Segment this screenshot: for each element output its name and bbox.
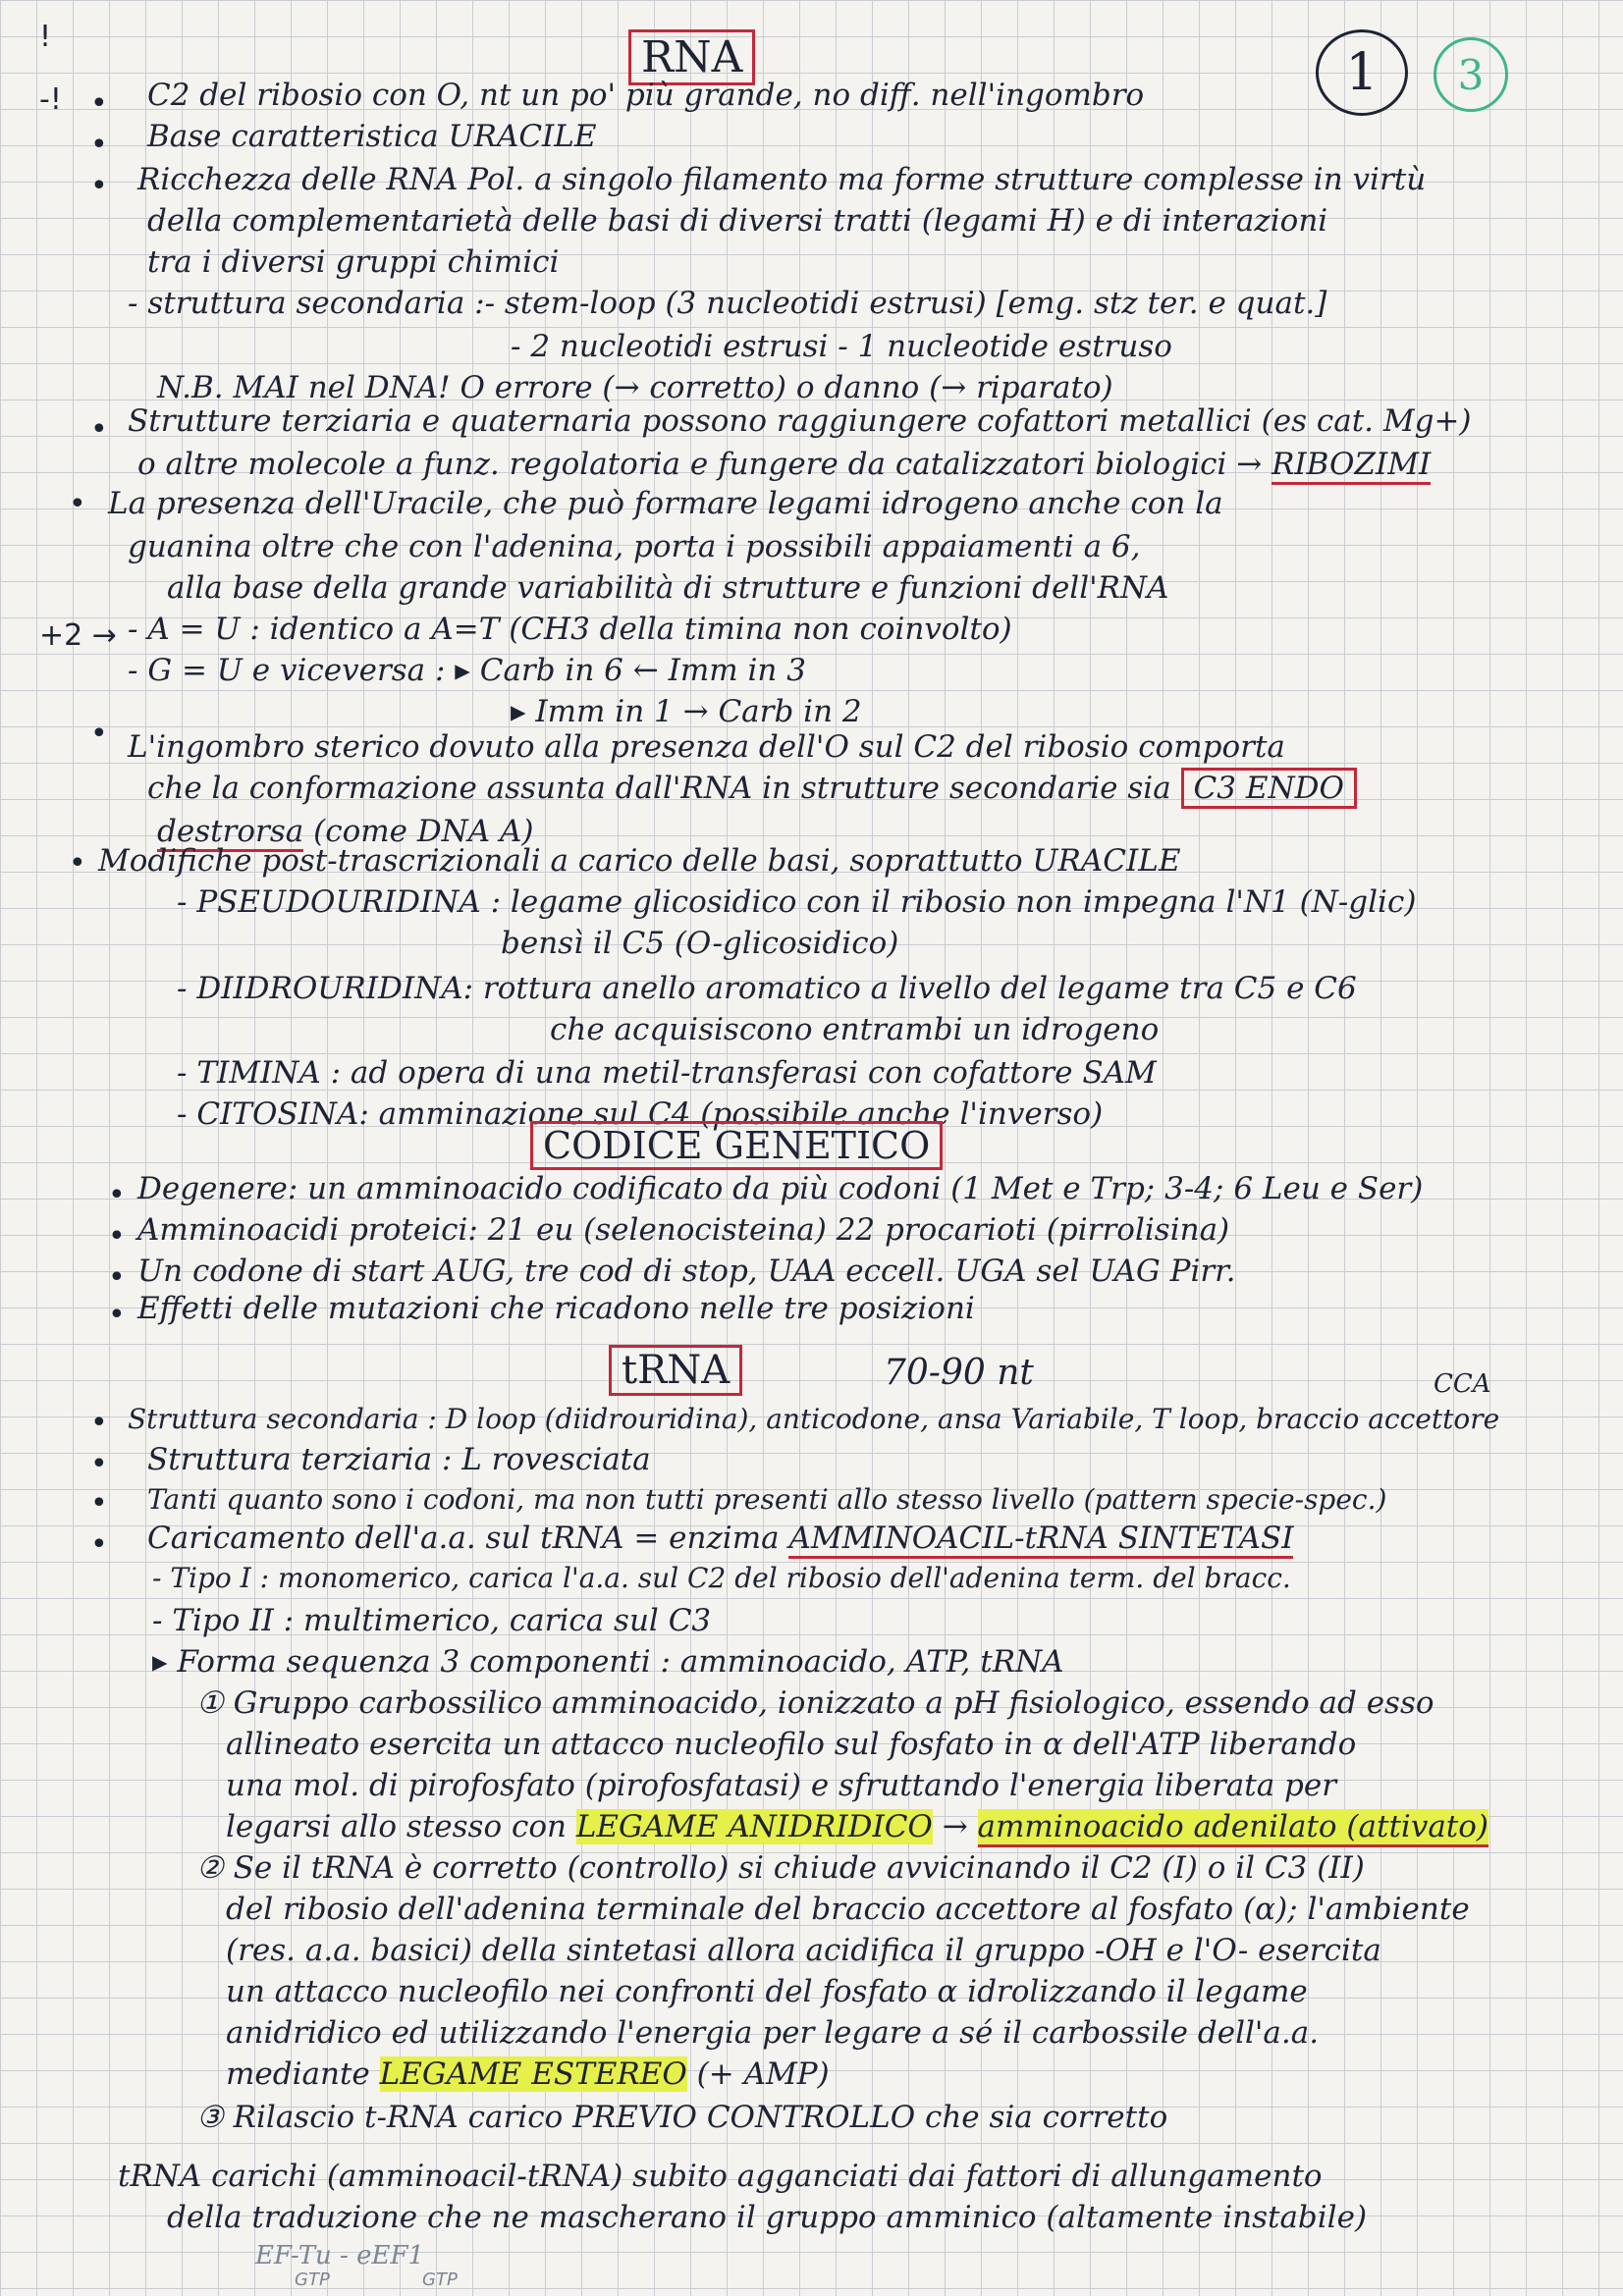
bullet-dot: • xyxy=(108,1298,126,1332)
trna-step-2f xyxy=(226,2057,830,2093)
rna-line-1: C2 del ribosio con O, nt un po' più grande, no diff. nell'ingombro xyxy=(147,78,1145,113)
rna-line-11b-text: che la conformazione assunta dall'RNA in strutture secondarie sia xyxy=(147,771,1171,806)
amminoacido-adenilato-term: amminoacido adenilato (attivato) xyxy=(978,1809,1488,1847)
destrorsa-term: destrorsa xyxy=(157,814,303,852)
trna-final-a: tRNA carichi (amminoacil-tRNA) subito agganciati dai fattori di allungamento xyxy=(118,2159,1323,2194)
title-codice-genetico: CODICE GENETICO xyxy=(530,1121,943,1170)
trna-step-2a: ② Se il tRNA è corretto (controllo) si chiude avvicinando il C2 (I) o il C3 (II) xyxy=(196,1850,1365,1886)
rna-line-7b: guanina oltre che con l'adenina, porta i possibili appaiamenti a 6, xyxy=(128,529,1141,564)
trna-final-b: della traduzione che ne mascherano il gruppo amminico (altamente instabile) xyxy=(167,2200,1368,2235)
rna-line-13a: - PSEUDOURIDINA : legame glicosidico con il ribosio non impegna l'N1 (N-glic) xyxy=(177,884,1417,920)
trna-step-3: ③ Rilascio t-RNA carico PREVIO CONTROLLO che sia corretto xyxy=(196,2100,1168,2135)
bullet-dot: • xyxy=(90,86,108,121)
trna-step-1c: una mol. di pirofosfato (pirofosfatasi) e sfruttando l'energia liberata per xyxy=(226,1768,1337,1803)
rna-line-14a: - DIIDROURIDINA: rottura anello aromatico a livello del legame tra C5 e C6 xyxy=(177,971,1357,1006)
rna-line-10: ▸ Imm in 1 → Carb in 2 xyxy=(511,694,862,729)
trna-line-3: Tanti quanto sono i codoni, ma non tutti presenti allo stesso livello (pattern specie-spec.) xyxy=(147,1483,1387,1516)
trna-line-4a-text: Caricamento dell'a.a. sul tRNA = enzima xyxy=(147,1521,780,1556)
rna-line-9: - G = U e viceversa : ▸ Carb in 6 ← Imm in 3 xyxy=(128,653,806,688)
rna-line-7a: La presenza dell'Uracile, che può formare legami idrogeno anche con la xyxy=(108,486,1223,521)
ribozimi-term: RIBOZIMI xyxy=(1271,447,1431,485)
legame-anidridico-term: LEGAME ANIDRIDICO xyxy=(575,1809,933,1844)
rna-line-5: N.B. MAI nel DNA! O errore (→ corretto) o danno (→ riparato) xyxy=(157,370,1113,405)
trna-line-7: ▸ Forma sequenza 3 componenti : amminoacido, ATP, tRNA xyxy=(152,1644,1064,1680)
trna-step-2f-end: (+ AMP) xyxy=(696,2056,830,2092)
rna-line-6b xyxy=(137,448,1431,483)
trna-step-1d xyxy=(226,1810,1488,1845)
title-trna: tRNA xyxy=(609,1345,742,1396)
arrow: → xyxy=(942,1809,968,1844)
rna-line-11b xyxy=(147,772,1357,807)
rna-line-4b: - 2 nucleotidi estrusi - 1 nucleotide estruso xyxy=(511,329,1172,364)
page-number-alt: 3 xyxy=(1434,37,1508,112)
trna-footer: EF-Tu - eEF1 xyxy=(255,2241,425,2270)
rna-line-7c: alla base della grande variabilità di strutture e funzioni dell'RNA xyxy=(167,570,1169,606)
bullet-dot: • xyxy=(90,1406,108,1440)
codice-line-1: Degenere: un amminoacido codificato da più codoni (1 Met e Trp; 3-4; 6 Leu e Ser) xyxy=(137,1171,1424,1206)
trna-line-1: Struttura secondaria : D loop (diidrouridina), anticodone, ansa Variabile, T loop, braccio accettore xyxy=(128,1403,1500,1435)
bullet-dot: • xyxy=(90,1527,108,1562)
rna-line-6b-text: o altre molecole a funz. regolatoria e fungere da catalizzatori biologici → xyxy=(137,447,1263,482)
trna-line-2: Struttura terziaria : L rovesciata xyxy=(147,1442,651,1477)
bullet-dot: • xyxy=(108,1178,126,1212)
gtp-label-2: GTP xyxy=(422,2269,458,2290)
rna-line-3b: della complementarietà delle basi di diversi tratti (legami H) e di interazioni xyxy=(147,203,1328,239)
c3-endo-box: C3 ENDO xyxy=(1181,768,1357,809)
trna-line-6: - Tipo II : multimerico, carica sul C3 xyxy=(152,1603,712,1638)
rna-line-12: Modifiche post-trascrizionali a carico delle basi, soprattutto URACILE xyxy=(98,843,1181,879)
codice-line-3: Un codone di start AUG, tre cod di stop, UAA eccell. UGA sel UAG Pirr. xyxy=(137,1254,1236,1289)
bullet-dot: • xyxy=(90,1447,108,1481)
rna-line-4a: - struttura secondaria :- stem-loop (3 nucleotidi estrusi) [emg. stz ter. e quat.] xyxy=(128,286,1327,321)
aminoacil-term: AMMINOACIL-tRNA SINTETASI xyxy=(788,1521,1293,1559)
margin-plus-two: +2 → xyxy=(39,618,117,653)
trna-length: 70-90 nt xyxy=(884,1353,1034,1393)
bullet-dot: • xyxy=(90,1486,108,1521)
trna-step-2e: anidridico ed utilizzando l'energia per legare a sé il carbossile dell'a.a. xyxy=(226,2015,1320,2051)
rna-line-6a: Strutture terziaria e quaternaria possono raggiungere cofattori metallici (es cat. Mg+) xyxy=(128,403,1472,439)
trna-step-1a: ① Gruppo carbossilico amminoacido, ionizzato a pH fisiologico, essendo ad esso xyxy=(196,1685,1434,1721)
trna-line-4a xyxy=(147,1522,1293,1557)
bullet-dot: • xyxy=(90,128,108,162)
legame-estereo-term: LEGAME ESTEREO xyxy=(379,2056,687,2092)
trna-cca: CCA xyxy=(1434,1369,1491,1399)
bullet-dot: • xyxy=(108,1260,126,1295)
trna-line-5: - Tipo I : monomerico, carica l'a.a. sul C2 del ribosio dell'adenina term. del bracc. xyxy=(152,1562,1291,1594)
rna-line-11a: L'ingombro sterico dovuto alla presenza dell'O sul C2 del ribosio comporta xyxy=(128,729,1285,765)
bullet-dot: • xyxy=(90,412,108,447)
rna-line-3c: tra i diversi gruppi chimici xyxy=(147,244,560,280)
rna-line-11c-text: (come DNA A) xyxy=(313,814,534,849)
bullet-dot: • xyxy=(69,487,86,521)
rna-line-15: - TIMINA : ad opera di una metil-transferasi con cofattore SAM xyxy=(177,1055,1157,1091)
bullet-dot: • xyxy=(108,1219,126,1254)
trna-step-2f-text: mediante xyxy=(226,2056,370,2092)
margin-exclamation: -! xyxy=(39,82,62,117)
bullet-dot: • xyxy=(69,846,86,881)
codice-line-4: Effetti delle mutazioni che ricadono nelle tre posizioni xyxy=(137,1291,975,1326)
bullet-dot: • xyxy=(90,717,108,751)
rna-line-13b: bensì il C5 (O-glicosidico) xyxy=(501,926,899,961)
rna-line-8: - A = U : identico a A=T (CH3 della timina non coinvolto) xyxy=(128,612,1012,647)
margin-mark: ! xyxy=(39,20,52,54)
rna-line-16: - CITOSINA: amminazione sul C4 (possibile anche l'inverso) xyxy=(177,1096,1104,1132)
trna-step-2b: del ribosio dell'adenina terminale del braccio accettore al fosfato (α); l'ambiente xyxy=(226,1892,1470,1927)
rna-line-2: Base caratteristica URACILE xyxy=(147,119,597,154)
page-number: 1 xyxy=(1316,29,1408,116)
rna-line-3a: Ricchezza delle RNA Pol. a singolo filamento ma forme strutture complesse in virtù xyxy=(137,162,1427,197)
bullet-dot: • xyxy=(90,169,108,203)
trna-step-2d: un attacco nucleofilo nei confronti del fosfato α idrolizzando il legame xyxy=(226,1974,1308,2009)
trna-step-2c: (res. a.a. basici) della sintetasi allora acidifica il gruppo -OH e l'O- esercita xyxy=(226,1933,1381,1968)
codice-line-2: Amminoacidi proteici: 21 eu (selenocisteina) 22 procarioti (pirrolisina) xyxy=(137,1212,1230,1248)
trna-step-1d-text: legarsi allo stesso con xyxy=(226,1809,567,1844)
trna-step-1b: allineato esercita un attacco nucleofilo sul fosfato in α dell'ATP liberando xyxy=(226,1727,1357,1762)
title-rna: RNA xyxy=(628,29,755,85)
gtp-label-1: GTP xyxy=(295,2269,330,2290)
rna-line-14b: che acquisiscono entrambi un idrogeno xyxy=(550,1012,1160,1047)
